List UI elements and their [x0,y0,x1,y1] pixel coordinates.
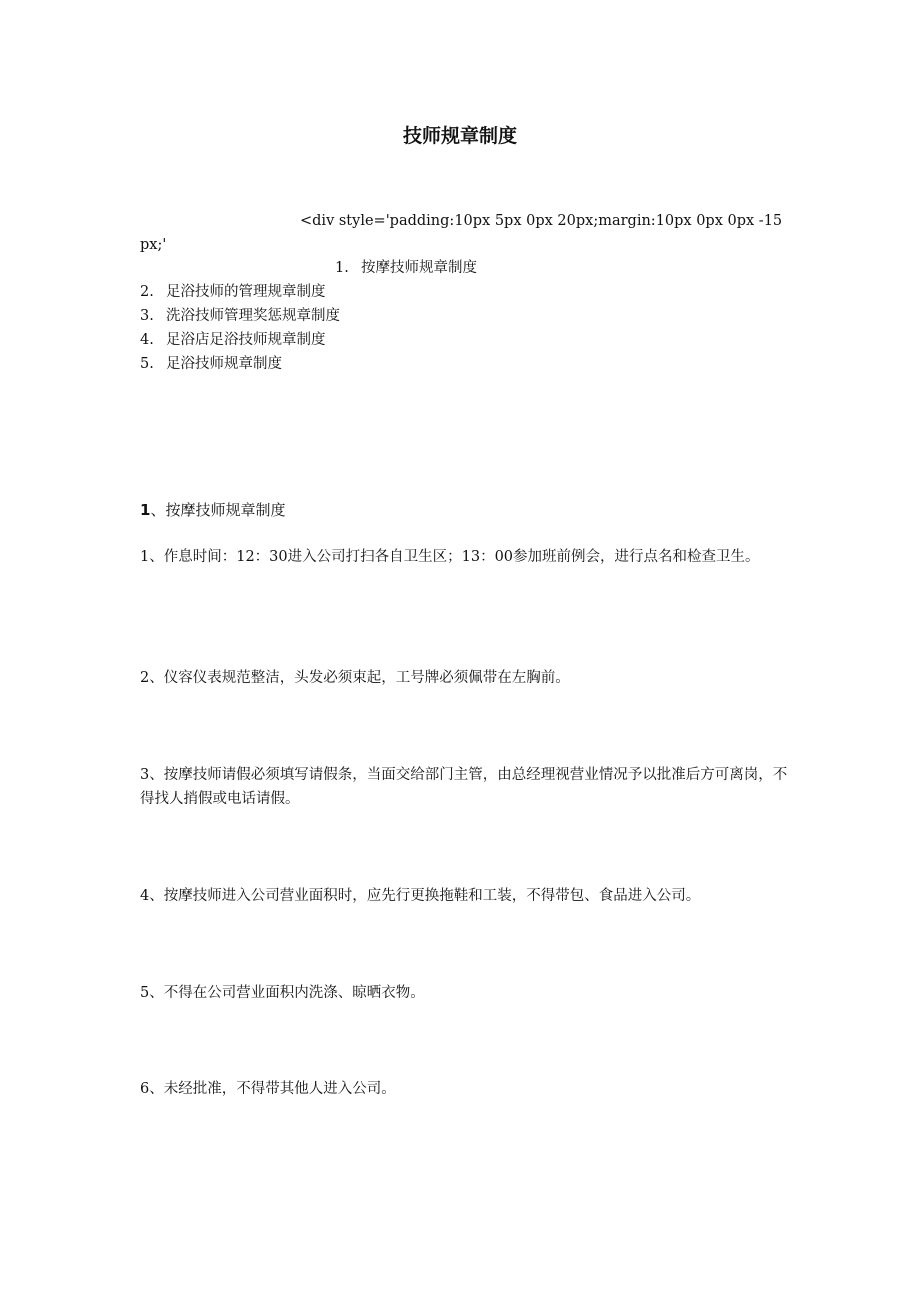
toc-item-label: 足浴技师的管理规章制度 [166,284,326,300]
toc-item [140,304,790,328]
rule-paragraph: 5、不得在公司营业面积内洗涤、晾晒衣物。 [140,985,425,1001]
toc-item-number: 3. [140,308,154,324]
section-heading-number: 1 [140,501,151,519]
toc-item-number: 1. [335,260,349,276]
section-heading [140,498,285,522]
toc-item [140,352,790,376]
table-of-contents [140,256,790,376]
rule-paragraph: 6、未经批准，不得带其他人进入公司。 [140,1081,396,1097]
toc-item-label: 足浴技师规章制度 [166,356,282,372]
rule-paragraph: 3、按摩技师请假必须填写请假条，当面交给部门主管，由总经理视营业情况予以批准后方可离岗，不得找人捎假或电话请假。 [140,767,788,807]
page-title: 技师规章制度 [402,125,517,147]
section-heading-label: 、按摩技师规章制度 [150,501,286,519]
toc-item [140,328,790,352]
rule-paragraph: 2、仪容仪表规范整洁，头发必须束起，工号牌必须佩带在左胸前。 [140,670,570,686]
toc-item [140,280,790,304]
rule-paragraph: 1、作息时间：12：30进入公司打扫各自卫生区；13：00参加班前例会，进行点名和检查卫生。 [140,549,760,565]
toc-item-number: 2. [140,284,154,300]
toc-item-label: 足浴店足浴技师规章制度 [166,332,326,348]
toc-item-number: 5. [140,356,154,372]
toc-item-label: 洗浴技师管理奖惩规章制度 [166,308,340,324]
toc-item-number: 4. [140,332,154,348]
toc-item [140,256,790,280]
stray-code-text: <div style='padding:10px 5px 0px 20px;margin:10px 0px 0px -15px;' [140,213,783,253]
rule-paragraph: 4、按摩技师进入公司营业面积时，应先行更换拖鞋和工装，不得带包、食品进入公司。 [140,888,701,904]
toc-item-label: 按摩技师规章制度 [361,260,477,276]
